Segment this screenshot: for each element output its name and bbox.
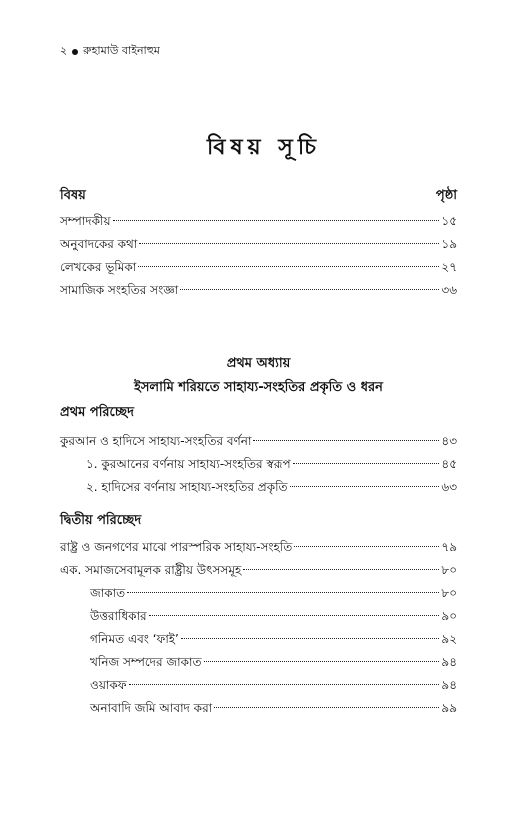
running-header bbox=[60, 42, 160, 61]
entry-label: রাষ্ট্র ও জনগণের মাঝে পারস্পরিক সাহায্য-সংহতি bbox=[60, 540, 293, 554]
dot-leader bbox=[180, 289, 439, 290]
dot-leader bbox=[129, 684, 440, 685]
front-matter-list bbox=[60, 210, 457, 302]
entry-page: ৪৩ bbox=[441, 434, 457, 448]
toc-entry[interactable] bbox=[60, 674, 457, 697]
entry-label: সামাজিক সংহতির সংজ্ঞা bbox=[60, 283, 179, 297]
dot-leader bbox=[113, 220, 440, 221]
entry-label: ২. হাদিসের বর্ণনায় সাহায্য-সংহতির প্রকৃতি bbox=[86, 480, 288, 494]
entry-label: উত্তরাধিকার bbox=[90, 609, 147, 623]
entry-page: ২৭ bbox=[441, 260, 457, 274]
dot-leader bbox=[243, 569, 439, 570]
section2-list bbox=[60, 536, 457, 720]
page-heading: পৃষ্ঠা bbox=[435, 188, 457, 203]
entry-page: ৯০ bbox=[441, 609, 457, 623]
entry-label: খনিজ সম্পদের জাকাত bbox=[90, 655, 202, 669]
column-headings bbox=[60, 186, 457, 207]
toc-entry[interactable] bbox=[60, 559, 457, 582]
entry-page: ৯৪ bbox=[441, 655, 457, 669]
entry-label: ১. কুরআনের বর্ণনায় সাহায্য-সংহতির স্বরূপ bbox=[86, 457, 291, 471]
entry-label: সম্পাদকীয় bbox=[60, 214, 111, 228]
toc-entry[interactable] bbox=[60, 430, 457, 453]
subject-heading: বিষয় bbox=[60, 188, 86, 203]
entry-page: ১৯ bbox=[441, 237, 457, 251]
dot-leader bbox=[149, 615, 440, 616]
toc-entry[interactable] bbox=[60, 453, 457, 476]
entry-page: ৮০ bbox=[441, 563, 457, 577]
section1-list bbox=[60, 430, 457, 499]
section-heading: প্রথম পরিচ্ছেদ bbox=[60, 405, 134, 420]
section-heading: দ্বিতীয় পরিচ্ছেদ bbox=[60, 513, 142, 528]
entry-page: ৯২ bbox=[441, 632, 457, 646]
entry-page: ৬৩ bbox=[441, 480, 457, 494]
entry-label: অনাবাদি জমি আবাদ করা bbox=[90, 701, 213, 715]
toc-entry[interactable] bbox=[60, 605, 457, 628]
entry-page: ১৫ bbox=[441, 214, 457, 228]
toc-entry[interactable] bbox=[60, 476, 457, 499]
dot-leader bbox=[138, 266, 439, 267]
toc-entry[interactable] bbox=[60, 628, 457, 651]
entry-label: লেখকের ভূমিকা bbox=[60, 260, 137, 274]
entry-page: ৮০ bbox=[441, 586, 457, 600]
toc-entry[interactable] bbox=[60, 256, 457, 279]
header-page-number: ২ bbox=[60, 44, 68, 57]
dot-leader bbox=[127, 592, 439, 593]
chapter-title: ইসলামি শরিয়তে সাহায্য-সংহতির প্রকৃতি ও ধরন bbox=[134, 380, 383, 395]
entry-label: ওয়াকফ bbox=[90, 678, 127, 692]
entry-label: এক. সমাজসেবামূলক রাষ্ট্রীয় উৎসসমূহ bbox=[60, 563, 242, 577]
entry-page: ৭৯ bbox=[441, 540, 457, 554]
header-book-title: রুহামাউ বাইনাহুম bbox=[83, 44, 160, 57]
dot-leader bbox=[293, 463, 440, 464]
dot-leader bbox=[181, 638, 440, 639]
entry-label: জাকাত bbox=[90, 586, 126, 600]
dot-leader bbox=[294, 546, 439, 547]
bullet-icon bbox=[72, 49, 78, 55]
toc-entry[interactable] bbox=[60, 210, 457, 233]
toc-entry[interactable] bbox=[60, 651, 457, 674]
dot-leader bbox=[139, 243, 439, 244]
dot-leader bbox=[253, 440, 439, 441]
page-title: বিষয় সূচি bbox=[207, 135, 321, 160]
toc-entry[interactable] bbox=[60, 536, 457, 559]
dot-leader bbox=[214, 707, 439, 708]
entry-page: ৯৪ bbox=[441, 678, 457, 692]
chapter-number: প্রথম অধ্যায় bbox=[226, 356, 291, 371]
dot-leader bbox=[290, 486, 440, 487]
entry-page: ৯৯ bbox=[441, 701, 457, 715]
entry-label: অনুবাদকের কথা bbox=[60, 237, 138, 251]
toc-entry[interactable] bbox=[60, 582, 457, 605]
toc-entry[interactable] bbox=[60, 279, 457, 302]
entry-page: ৪৫ bbox=[441, 457, 457, 471]
dot-leader bbox=[204, 661, 440, 662]
toc-entry[interactable] bbox=[60, 233, 457, 256]
entry-page: ৩৬ bbox=[441, 283, 457, 297]
entry-label: গনিমত এবং ‘ফাই’ bbox=[90, 632, 179, 646]
entry-label: কুরআন ও হাদিসে সাহায্য-সংহতির বর্ণনা bbox=[60, 434, 252, 448]
toc-entry[interactable] bbox=[60, 697, 457, 720]
